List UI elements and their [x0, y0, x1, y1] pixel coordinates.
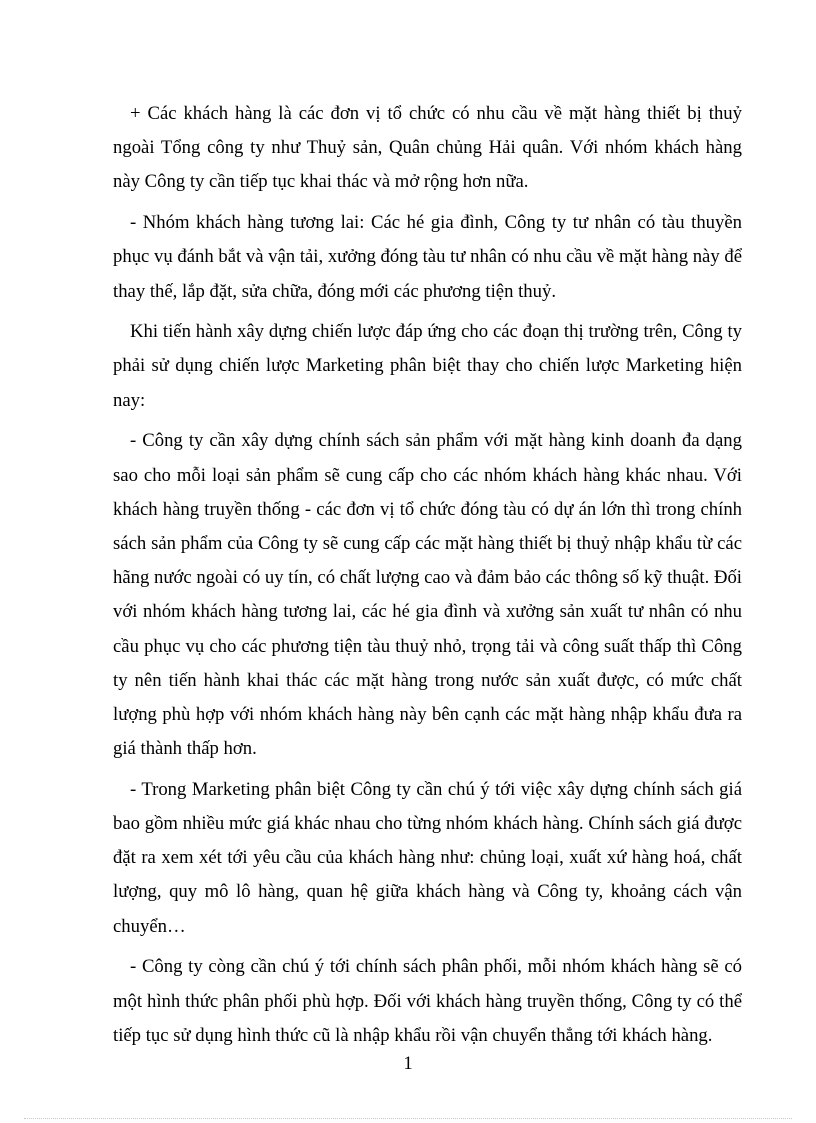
paragraph-pricing-policy: - Trong Marketing phân biệt Công ty cần chú ý tới việc xây dựng chính sách giá bao gồm nhiều mức giá khác nhau cho từng nhóm khách hàng. Chính sách giá được đặt ra xem xét tới yêu cầu của khách hàng như: chủng loại, xuất xứ hàng hoá, chất lượng, quy mô lô hàng, quan hệ giữa khách hàng và Công ty, khoảng cách vận chuyển… — [113, 778, 742, 937]
page-bottom-divider — [24, 1118, 792, 1119]
page-body — [113, 97, 742, 1059]
page-number: 1 — [403, 1053, 413, 1074]
paragraph-distribution-policy: - Công ty còng cần chú ý tới chính sách phân phối, mỗi nhóm khách hàng sẽ có một hình thức phân phối phù hợp. Đối với khách hàng truyền thống, Công ty có thể tiếp tục sử dụng hình thức cũ là nhập khẩu rồi vận chuyển thẳng tới khách hàng. — [113, 956, 742, 1046]
paragraph-customer-organizations: + Các khách hàng là các đơn vị tổ chức có nhu cầu về mặt hàng thiết bị thuỷ ngoài Tổng công ty như Thuỷ sản, Quân chủng Hải quân. Với nhóm khách hàng này Công ty cần tiếp tục khai thác và mở rộng hơn nữa. — [113, 103, 742, 193]
paragraph-product-policy: - Công ty cần xây dựng chính sách sản phẩm với mặt hàng kinh doanh đa dạng sao cho mỗi loại sản phẩm sẽ cung cấp cho các nhóm khách hàng khác nhau. Với khách hàng truyền thống - các đơn vị tổ chức đóng tàu có dự án lớn thì trong chính sách sản phẩm của Công ty sẽ cung cấp các mặt hàng thiết bị thuỷ nhập khẩu từ các hãng nước ngoài có uy tín, có chất lượng cao và đảm bảo các thông số kỹ thuật. Đối với nhóm khách hàng tương lai, các hé gia đình và xưởng sản xuất tư nhân có nhu cầu phục vụ cho các phương tiện tàu thuỷ nhỏ, trọng tải và công suất thấp thì Công ty nên tiến hành khai thác các mặt hàng trong nước sản xuất được, có mức chất lượng phù hợp với nhóm khách hàng này bên cạnh các mặt hàng nhập khẩu đưa ra giá thành thấp hơn. — [113, 430, 742, 760]
paragraph-future-customers: - Nhóm khách hàng tương lai: Các hé gia đình, Công ty tư nhân có tàu thuyền phục vụ đánh bắt và vận tải, xưởng đóng tàu tư nhân có nhu cầu về mặt hàng này để thay thế, lắp đặt, sửa chữa, đóng mới các phương tiện thuỷ. — [113, 212, 743, 302]
paragraph-marketing-strategy: Khi tiến hành xây dựng chiến lược đáp ứng cho các đoạn thị trường trên, Công ty phải sử dụng chiến lược Marketing phân biệt thay cho chiến lược Marketing hiện nay: — [113, 321, 742, 411]
